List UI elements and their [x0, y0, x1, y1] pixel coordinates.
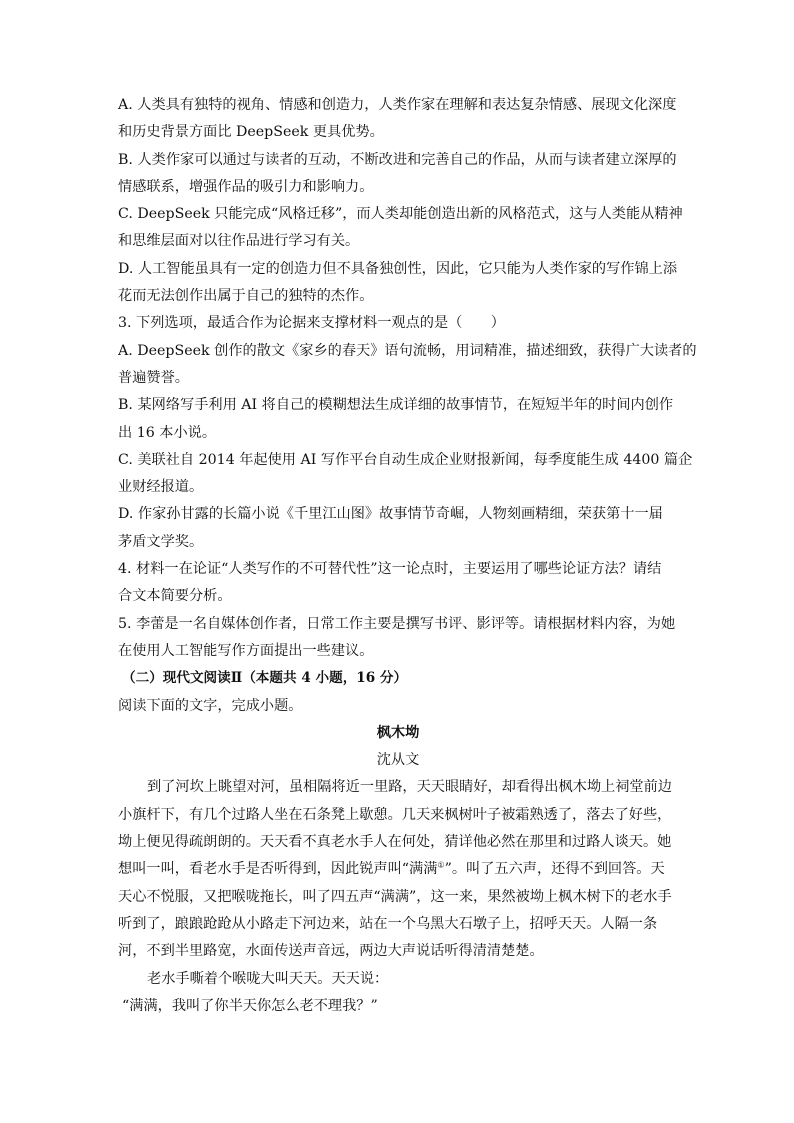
q2-option-d	[118, 256, 678, 311]
q2-option-c-line-1: C. DeepSeek 只能完成“风格迁移”，而人类却能创造出新的风格范式，这与人类能从精神	[118, 206, 683, 223]
q3-option-c-line-2: 业财经报道。	[118, 479, 204, 496]
paragraph-1-line-5: 天心不悦服，又把喉咙拖长，叫了四五声“满满”，这一来，果然被坳上枫木树下的老水手	[118, 888, 672, 905]
q2-option-c-line-2: 和思维层面对以往作品进行学习有关。	[118, 233, 360, 250]
q3-option-a	[118, 338, 697, 393]
q2-option-a-line-2: 和历史背景方面比 DeepSeek 更具优势。	[118, 124, 384, 141]
q3-option-b-line-2: 出 16 本小说。	[118, 424, 217, 441]
q3-option-c	[118, 447, 693, 502]
q3-option-a-line-1: A. DeepSeek 创作的散文《家乡的春天》语句流畅，用词精准，描述细致，获得广大读者的	[118, 342, 697, 359]
q2-option-b-line-1: B. 人类作家可以通过与读者的互动，不断改进和完善自己的作品，从而与读者建立深厚的	[118, 151, 677, 168]
q3-option-b	[118, 392, 678, 447]
paragraph-1-line-3: 坳上便见得疏朗朗的。天天看不真老水手人在何处，猜详他必然在那里和过路人谈天。她	[118, 834, 672, 851]
q2-option-b	[118, 147, 678, 202]
paragraph-1-line-4-text-a: 想叫一叫，看老水手是否听得到，因此锐声叫“满满	[118, 861, 438, 878]
q2-option-b-line-2: 情感联系，增强作品的吸引力和影响力。	[118, 178, 374, 195]
q4-line-2: 合文本简要分析。	[118, 588, 232, 605]
passage-quote: “满满，我叫了你半天你怎么老不理我？”	[122, 997, 378, 1014]
section-instruction: 阅读下面的文字，完成小题。	[118, 697, 303, 714]
q3-option-d	[118, 501, 678, 556]
q3-option-c-line-1: C. 美联社自 2014 年起使用 AI 写作平台自动生成企业财报新闻，每季度能生成 4400 篇企	[118, 451, 693, 468]
q4-line-1: 4. 材料一在论证“人类写作的不可替代性”这一论点时，主要运用了哪些论证方法？请结	[118, 561, 662, 578]
q3-option-b-line-1: B. 某网络写手利用 AI 将自己的模糊想法生成详细的故事情节，在短短半年的时间内创作	[118, 397, 674, 414]
q5	[118, 611, 678, 666]
footnote-marker: ①	[437, 860, 445, 870]
q2-option-a	[118, 92, 678, 147]
paragraph-1-line-4-text-b: ”。叫了五六声，还得不到回答。天	[444, 861, 665, 878]
q2-option-d-line-1: D. 人工智能虽具有一定的创造力但不具备独创性，因此，它只能为人类作家的写作锦上添	[118, 260, 678, 277]
q2-option-d-line-2: 花而无法创作出属于自己的独特的杰作。	[118, 288, 374, 305]
paragraph-1-line-4	[118, 856, 678, 883]
q3-option-a-line-2: 普遍赞誉。	[118, 369, 189, 386]
passage-paragraph-2: 老水手嘶着个喉咙大叫天天。天天说：	[147, 970, 389, 987]
q3-option-d-line-2: 茅盾文学奖。	[118, 533, 204, 550]
q2-option-c	[118, 201, 683, 256]
q5-line-2: 在使用人工智能写作方面提出一些建议。	[118, 642, 374, 659]
q4	[118, 556, 678, 611]
paragraph-1-line-1: 到了河坎上眺望对河，虽相隔将近一里路，天天眼睛好，却看得出枫木坳上祠堂前边	[147, 779, 672, 796]
q5-line-1: 5. 李蕾是一名自媒体创作者，日常工作主要是撰写书评、影评等。请根据材料内容，为她	[118, 615, 676, 632]
section-heading: （二）现代文阅读Ⅱ（本题共 4 小题，16 分）	[122, 670, 408, 687]
paragraph-1-line-6: 听到了，踉踉跄跄从小路走下河边来，站在一个乌黑大石墩子上，招呼天天。人隔一条	[118, 915, 658, 932]
q3-stem: 3. 下列选项，最适合作为论据来支撑材料一观点的是（ ）	[118, 315, 505, 332]
passage-author: 沈从文	[376, 752, 420, 769]
q3-option-d-line-1: D. 作家孙甘露的长篇小说《千里江山图》故事情节奇崛，人物刻画精细，荣获第十一届	[118, 506, 663, 523]
q2-option-a-line-1: A. 人类具有独特的视角、情感和创造力，人类作家在理解和表达复杂情感、展现文化深度	[118, 97, 677, 113]
passage-title: 枫木坳	[376, 724, 420, 741]
passage-paragraph-1	[118, 774, 678, 965]
paragraph-1-line-2: 小旗杆下，有几个过路人坐在石条凳上歇憩。几天来枫树叶子被霜熟透了，落去了好些，	[118, 806, 672, 823]
paragraph-1-line-7: 河，不到半里路宽，水面传送声音远，两边大声说话听得清清楚楚。	[118, 943, 544, 960]
document-page	[118, 92, 697, 1020]
